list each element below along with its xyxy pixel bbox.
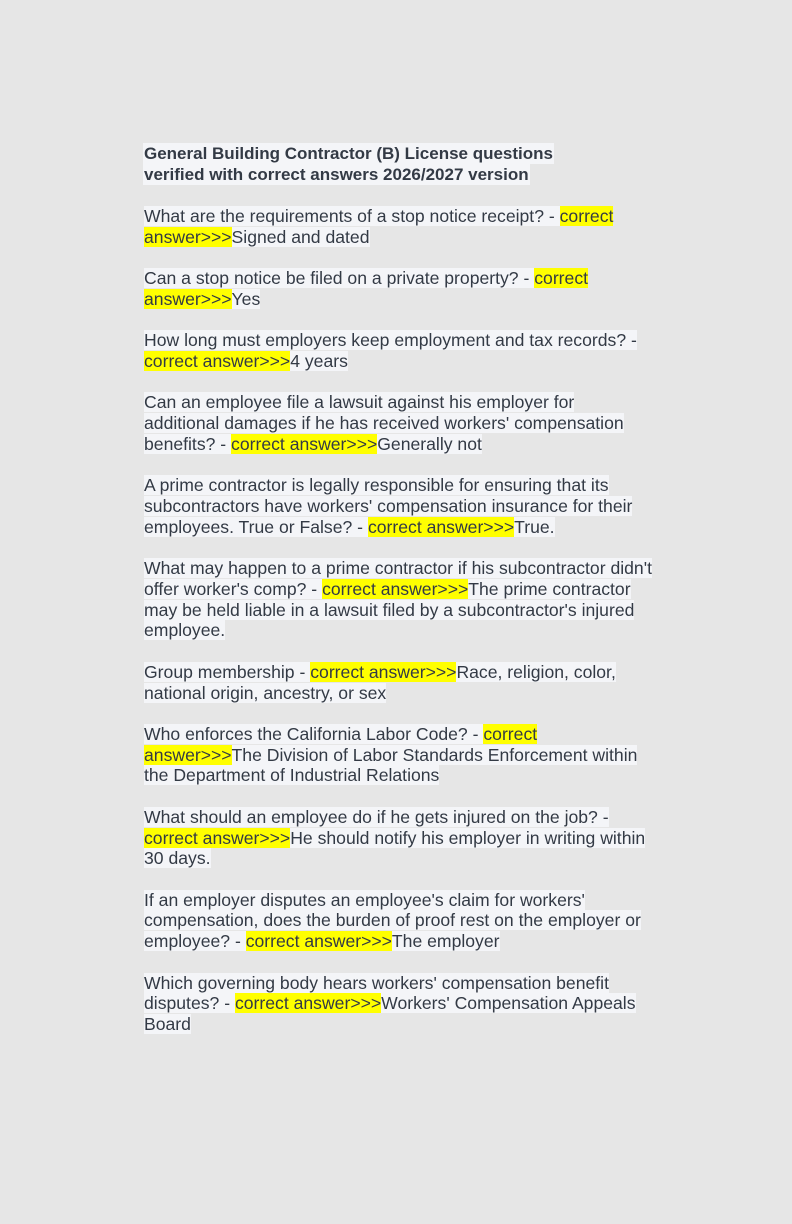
answer-text: Yes bbox=[231, 288, 261, 309]
question-text: Who enforces the California Labor Code? - bbox=[144, 723, 484, 744]
correct-answer-marker: correct answer>>> bbox=[234, 993, 382, 1014]
qa-item bbox=[144, 268, 654, 310]
answer-text: Signed and dated bbox=[231, 226, 370, 247]
correct-answer-marker: correct answer>>> bbox=[310, 661, 457, 682]
qa-item bbox=[144, 973, 654, 1035]
correct-answer-marker: correct answer>>> bbox=[322, 578, 469, 599]
correct-answer-marker: correct answer>>> bbox=[144, 827, 291, 848]
correct-answer-marker: correct answer>>> bbox=[367, 516, 515, 537]
qa-item bbox=[144, 475, 654, 537]
qa-list bbox=[144, 206, 654, 1035]
document-body bbox=[144, 144, 654, 1055]
answer-text: The prime contractor may be held liable in a lawsuit filed by a subcontractor's injured employee. bbox=[144, 578, 635, 641]
qa-item bbox=[144, 890, 654, 952]
qa-item bbox=[144, 662, 654, 704]
question-text: Can a stop notice be filed on a private property? - bbox=[144, 268, 535, 289]
correct-answer-marker: correct answer>>> bbox=[144, 268, 589, 309]
answer-text: True. bbox=[514, 516, 555, 537]
qa-item bbox=[144, 558, 654, 641]
qa-item bbox=[144, 807, 654, 869]
answer-text: Race, religion, color, national origin, ancestry, or sex bbox=[144, 661, 616, 703]
question-text: How long must employers keep employment and tax records? - bbox=[144, 330, 637, 351]
answer-text: Workers' Compensation Appeals Board bbox=[144, 993, 636, 1035]
correct-answer-marker: correct answer>>> bbox=[231, 433, 378, 454]
question-text: If an employer disputes an employee's claim for workers' compensation, does the burden of proof rest on the employer or employee? - bbox=[144, 889, 641, 952]
document-title bbox=[144, 144, 654, 185]
correct-answer-marker: correct answer>>> bbox=[144, 206, 614, 247]
title-line-1: General Building Contractor (B) License questions bbox=[144, 144, 553, 163]
correct-answer-marker: correct answer>>> bbox=[144, 723, 538, 765]
qa-item bbox=[144, 330, 654, 372]
answer-text: He should notify his employer in writing within 30 days. bbox=[144, 827, 646, 869]
title-line-2: verified with correct answers 2026/2027 version bbox=[144, 164, 529, 184]
answer-text: The employer bbox=[391, 931, 500, 952]
question-text: Can an employee file a lawsuit against his employer for additional damages if he has received workers' compensation benefits? - bbox=[144, 392, 624, 454]
answer-text: The Division of Labor Standards Enforcement within the Department of Industrial Relations bbox=[144, 744, 638, 786]
correct-answer-marker: correct answer>>> bbox=[245, 931, 392, 952]
correct-answer-marker: correct answer>>> bbox=[144, 350, 291, 371]
question-text: Group membership - bbox=[144, 661, 311, 682]
question-text: What should an employee do if he gets injured on the job? - bbox=[144, 806, 609, 827]
question-text: Which governing body hears workers' compensation benefit disputes? - bbox=[144, 972, 609, 1014]
qa-item bbox=[144, 724, 654, 786]
answer-text: Generally not bbox=[377, 433, 482, 454]
qa-item bbox=[144, 392, 654, 454]
question-text: What may happen to a prime contractor if his subcontractor didn't offer worker's comp? - bbox=[144, 558, 652, 599]
question-text: What are the requirements of a stop notice receipt? - bbox=[144, 206, 560, 226]
question-text: A prime contractor is legally responsible for ensuring that its subcontractors have workers' compensation insurance for their employees. True or False? - bbox=[144, 475, 633, 537]
answer-text: 4 years bbox=[290, 350, 348, 371]
qa-item bbox=[144, 206, 654, 248]
